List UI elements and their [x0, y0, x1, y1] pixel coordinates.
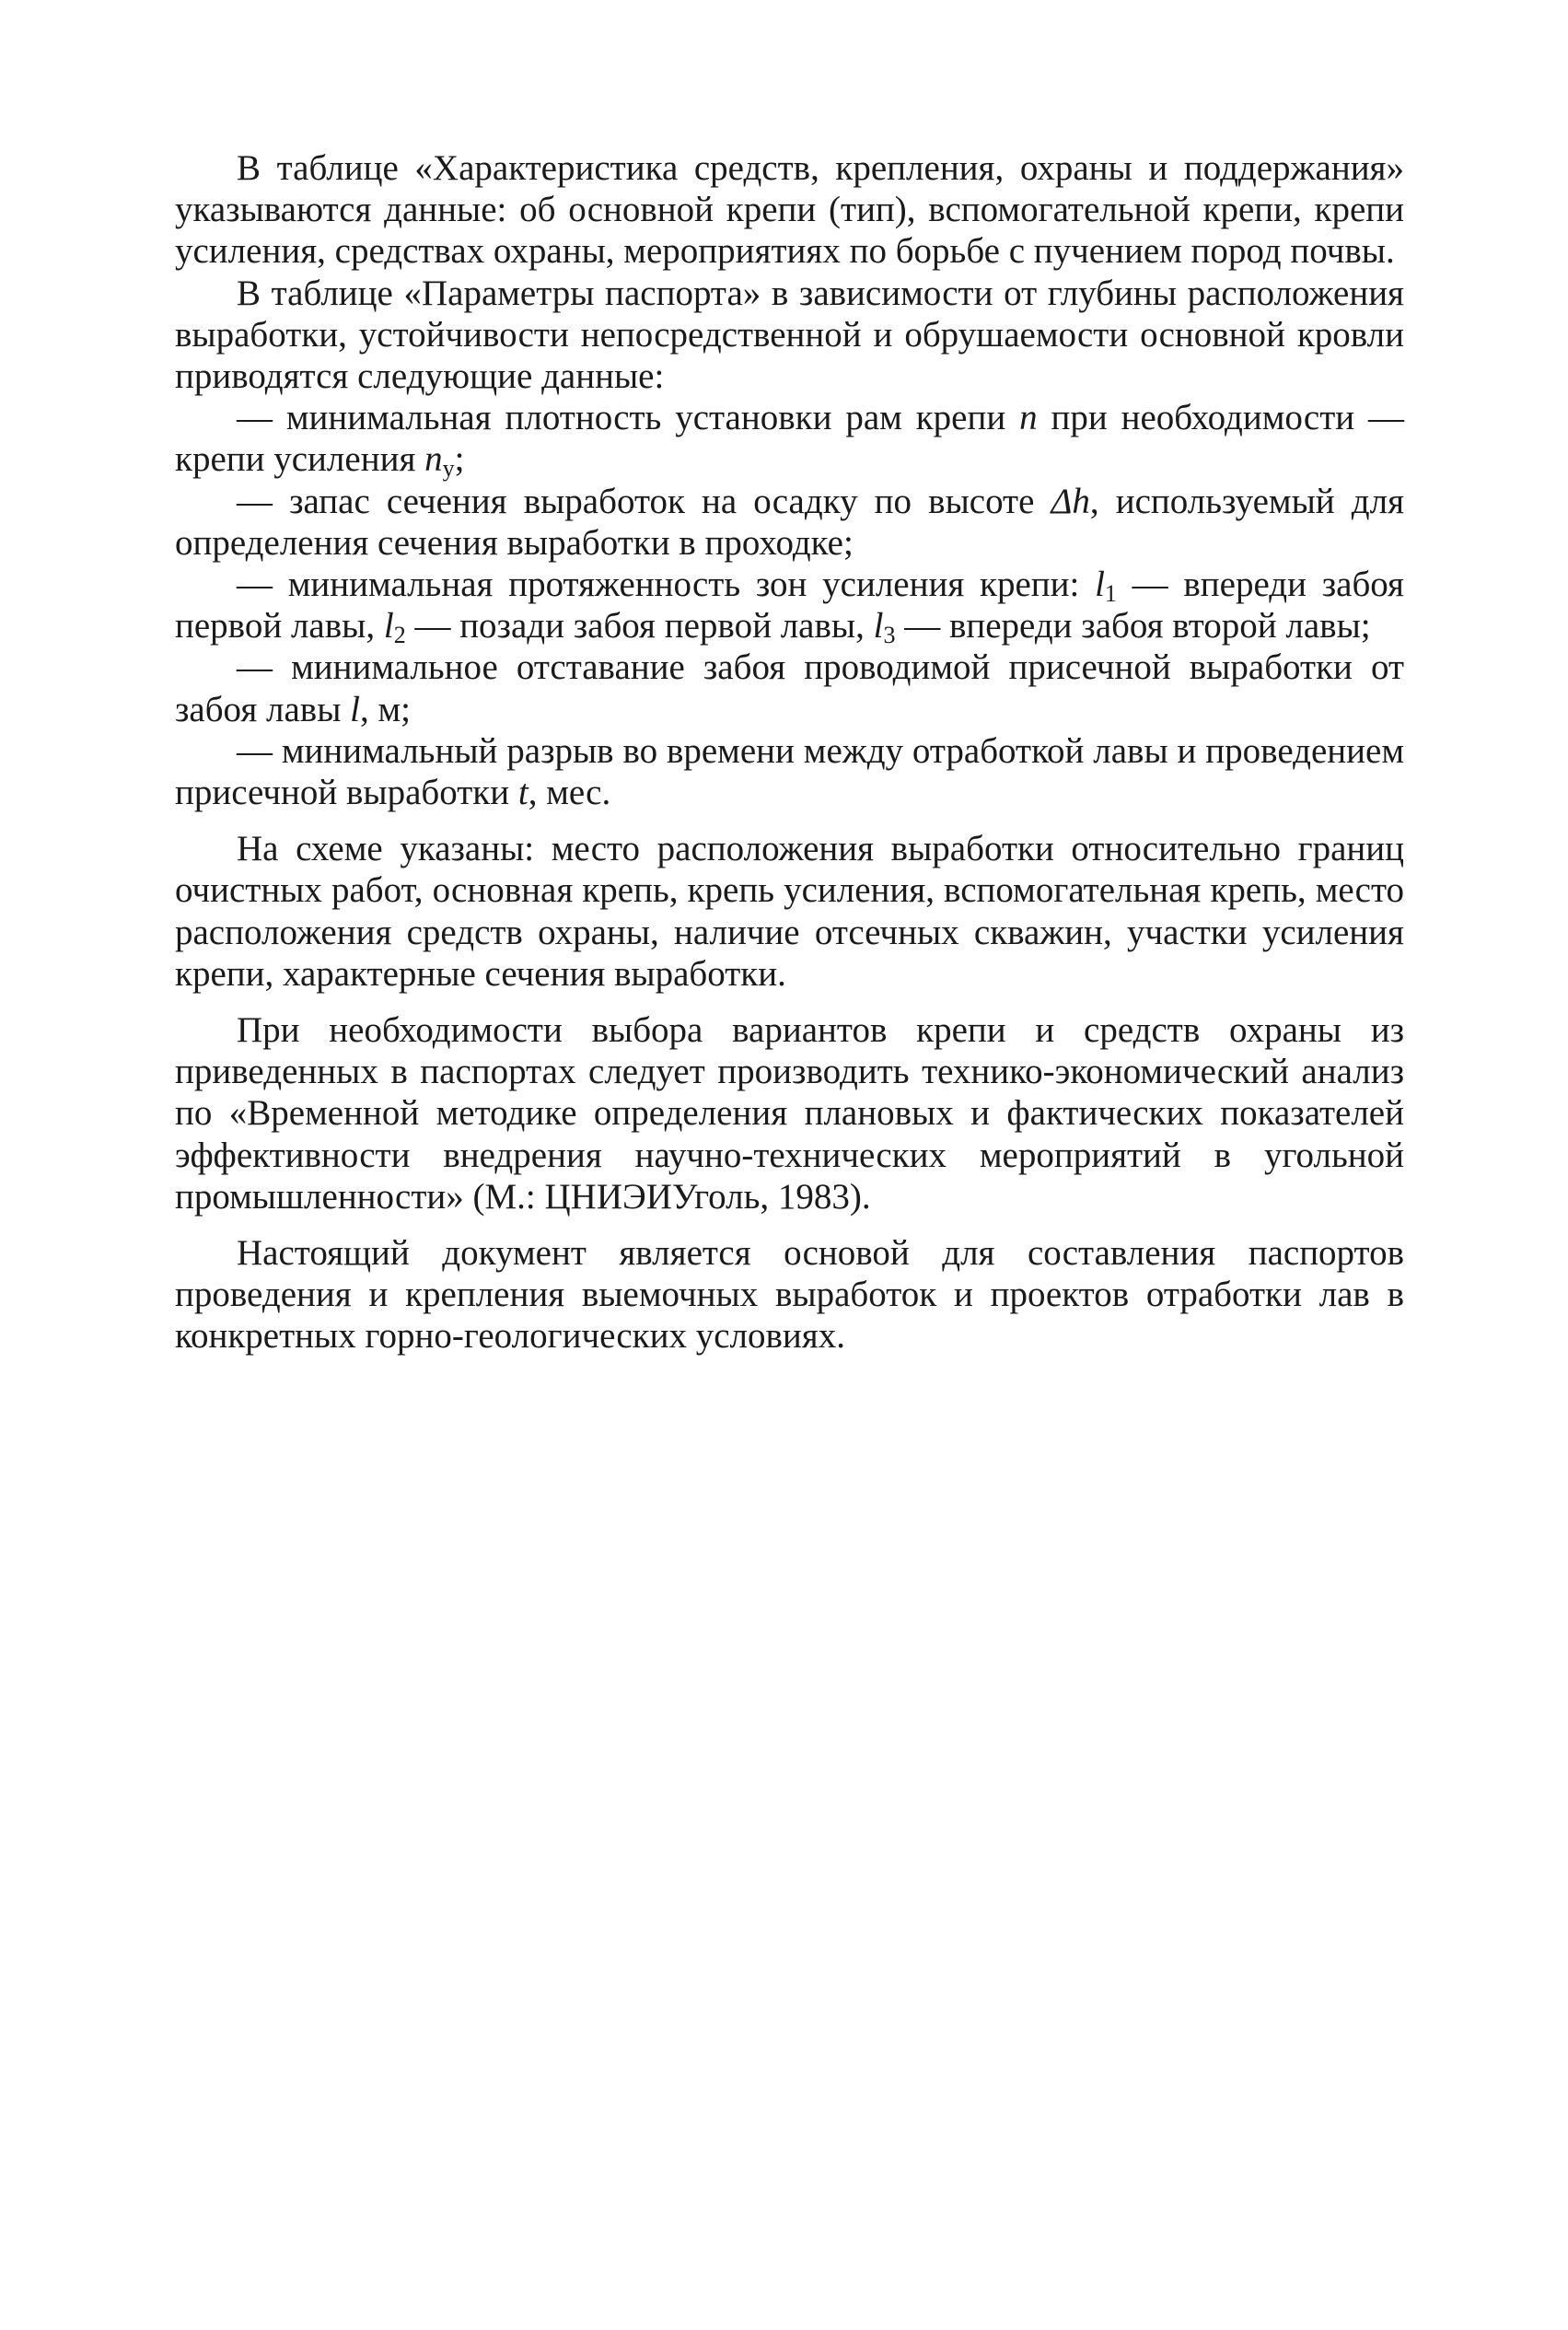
text-fragment: , м; [360, 689, 412, 729]
text-fragment: при необходимости — крепи усиления [175, 398, 1404, 480]
variable-n: n [1019, 398, 1038, 438]
variable-l1: l [1095, 565, 1105, 605]
subscript-2: 2 [393, 622, 406, 649]
paragraph-scheme: На схеме указаны: место расположения выработки относительно границ очистных работ, основная крепь, крепь усиления, вспомогательная крепь, место расположения средств охраны, наличие отсечных скважин, участки усиления крепи, характерные сечения выработки. [175, 829, 1404, 994]
text-fragment: — минимальная протяженность зон усиления крепи: [237, 565, 1096, 605]
text-fragment: — минимальная плотность установки рам крепи [237, 398, 1020, 438]
paragraph-economic-analysis: При необходимости выбора вариантов крепи и средств охраны из приведенных в паспортах следует производить технико-экономический анализ по «Временной методике определения плановых и фактических показателей эффективности внедрения научно-технических мероприятий в угольной промышленности» (М.: ЦНИЭИУголь, 1983). [175, 1010, 1404, 1217]
text-fragment: — минимальный разрыв во времени между отработкой лавы и проведением присечной выработки [175, 730, 1404, 813]
list-item-reinforcement-zones [175, 564, 1404, 647]
text-fragment: — впереди забоя первой лавы, [175, 565, 1404, 647]
text-fragment: — запас сечения выработок на осадку по высоте [237, 481, 1051, 521]
subscript-y: у [442, 455, 455, 483]
paragraph-table-characteristics: В таблице «Характеристика средств, крепления, охраны и поддержания» указываются данные: об основной крепи (тип), вспомогательной крепи, крепи усиления, средствах охраны, мероприятиях по борьбе с пучением пород почвы. [175, 148, 1404, 272]
list-item-section-reserve [175, 481, 1404, 564]
text-fragment: — впереди забоя второй лавы; [895, 606, 1371, 647]
variable-l: l [350, 689, 360, 729]
document-page [175, 147, 1404, 1357]
list-item-time-gap [175, 730, 1404, 813]
variable-n-y: n [424, 439, 443, 480]
variable-t: t [517, 773, 528, 813]
variable-delta-h: Δh [1051, 481, 1090, 521]
text-fragment: , используемый для определения сечения выработки в проходке; [175, 481, 1405, 563]
text-fragment: ; [454, 439, 465, 480]
subscript-1: 1 [1104, 580, 1117, 608]
text-fragment: , мес. [528, 773, 611, 813]
list-item-face-lag [175, 647, 1404, 729]
text-fragment: — минимальное отставание забоя проводимой присечной выработки от забоя лавы [175, 647, 1404, 729]
paragraph-table-parameters: В таблице «Параметры паспорта» в зависимости от глубины расположения выработки, устойчивости непосредственной и обрушаемости основной кровли приводятся следующие данные: [175, 273, 1404, 397]
list-item-frame-density [175, 397, 1404, 483]
subscript-3: 3 [883, 622, 896, 649]
variable-l3: l [873, 606, 884, 647]
text-fragment: — позади забоя первой лавы, [405, 606, 874, 647]
paragraph-document-basis: Настоящий документ является основой для составления паспортов проведения и крепления выемочных выработок и проектов отработки лав в конкретных горно-геологических условиях. [175, 1233, 1404, 1357]
variable-l2: l [383, 606, 394, 647]
